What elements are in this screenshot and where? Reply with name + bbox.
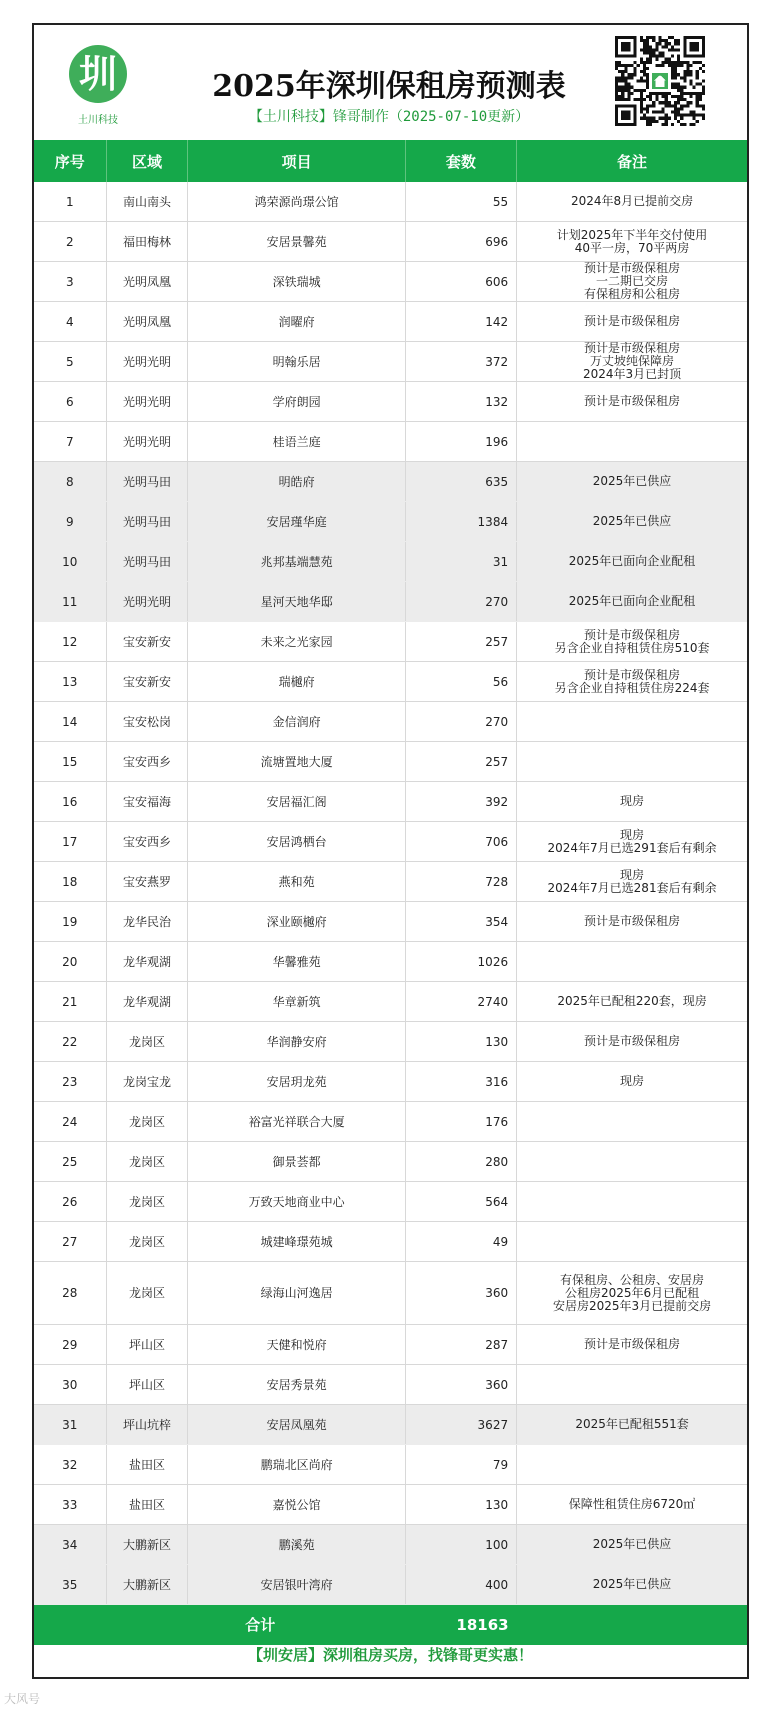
cell-area: 龙岗区	[106, 1142, 188, 1182]
cell-count: 270	[405, 582, 516, 622]
table-row	[34, 382, 747, 422]
cell-project: 安居鸿栖台	[188, 822, 405, 862]
cell-note	[517, 1445, 747, 1485]
cell-no: 33	[34, 1485, 106, 1525]
cell-area: 光明马田	[106, 502, 188, 542]
cell-no: 35	[34, 1565, 106, 1605]
cell-project: 未来之光家园	[188, 622, 405, 662]
cell-no: 32	[34, 1445, 106, 1485]
cell-count: 257	[405, 622, 516, 662]
cell-area: 龙华民治	[106, 902, 188, 942]
cell-area: 南山南头	[106, 182, 188, 222]
cell-note	[517, 1142, 747, 1182]
cell-count: 100	[405, 1525, 516, 1565]
cell-note	[517, 1182, 747, 1222]
cell-note	[517, 742, 747, 782]
cell-count: 354	[405, 902, 516, 942]
cell-no: 29	[34, 1325, 106, 1365]
cell-note: 现房 2024年7月已选291套后有剩余	[517, 822, 747, 862]
table-row	[34, 782, 747, 822]
cell-note: 预计是市级保租房	[517, 1325, 747, 1365]
cell-project: 明皓府	[188, 462, 405, 502]
cell-note: 预计是市级保租房	[517, 382, 747, 422]
cell-project: 安居秀景苑	[188, 1365, 405, 1405]
cell-area: 光明马田	[106, 542, 188, 582]
cell-area: 龙岗区	[106, 1222, 188, 1262]
qr-code-icon	[615, 36, 705, 126]
cell-no: 31	[34, 1405, 106, 1445]
cell-project: 安居福汇阁	[188, 782, 405, 822]
cell-note: 2025年已配租220套，现房	[517, 982, 747, 1022]
table-row	[34, 822, 747, 862]
cell-count: 55	[405, 182, 516, 222]
table-row	[34, 1062, 747, 1102]
cell-area: 宝安新安	[106, 622, 188, 662]
table-row	[34, 622, 747, 662]
cell-no: 6	[34, 382, 106, 422]
cell-project: 华润静安府	[188, 1022, 405, 1062]
cell-area: 龙华观湖	[106, 982, 188, 1022]
table-row	[34, 1485, 747, 1525]
cell-area: 宝安西乡	[106, 742, 188, 782]
cell-count: 728	[405, 862, 516, 902]
cell-count: 79	[405, 1445, 516, 1485]
cell-count: 606	[405, 262, 516, 302]
cell-project: 瑞樾府	[188, 662, 405, 702]
cell-area: 福田梅林	[106, 222, 188, 262]
table-row	[34, 902, 747, 942]
cell-count: 360	[405, 1262, 516, 1325]
cell-area: 宝安西乡	[106, 822, 188, 862]
cell-note: 有保租房、公租房、安居房 公租房2025年6月已配租 安居房2025年3月已提前交房	[517, 1262, 747, 1325]
table-row	[34, 1325, 747, 1365]
table-row	[34, 1222, 747, 1262]
table-row	[34, 502, 747, 542]
cell-area: 宝安松岗	[106, 702, 188, 742]
cell-area: 龙华观湖	[106, 942, 188, 982]
cell-no: 18	[34, 862, 106, 902]
cell-no: 25	[34, 1142, 106, 1182]
table-row	[34, 1022, 747, 1062]
cell-area: 光明光明	[106, 582, 188, 622]
cell-note: 保障性租赁住房6720㎡	[517, 1485, 747, 1525]
cell-area: 盐田区	[106, 1445, 188, 1485]
table-row	[34, 1405, 747, 1445]
table-row	[34, 1565, 747, 1605]
cell-no: 20	[34, 942, 106, 982]
cell-count: 56	[405, 662, 516, 702]
cell-no: 9	[34, 502, 106, 542]
cell-no: 22	[34, 1022, 106, 1062]
cell-no: 10	[34, 542, 106, 582]
cell-area: 龙岗区	[106, 1022, 188, 1062]
cell-project: 城建峰璟苑城	[188, 1222, 405, 1262]
cell-note: 2025年已供应	[517, 1525, 747, 1565]
cell-no: 2	[34, 222, 106, 262]
footer-slogan: 【圳安居】深圳租房买房，找锋哥更实惠！	[247, 1646, 533, 1664]
cell-project: 鸿荣源尚璟公馆	[188, 182, 405, 222]
cell-no: 15	[34, 742, 106, 782]
cell-project: 安居凤凰苑	[188, 1405, 405, 1445]
cell-count: 400	[405, 1565, 516, 1605]
cell-area: 坪山坑梓	[106, 1405, 188, 1445]
cell-project: 安居瑾华庭	[188, 502, 405, 542]
cell-area: 光明凤凰	[106, 262, 188, 302]
cell-count: 130	[405, 1485, 516, 1525]
cell-note	[517, 702, 747, 742]
cell-no: 1	[34, 182, 106, 222]
table-row	[34, 302, 747, 342]
table-header-row	[34, 140, 747, 182]
cell-project: 兆邦基端慧苑	[188, 542, 405, 582]
cell-note	[517, 422, 747, 462]
cell-project: 燕和苑	[188, 862, 405, 902]
cell-no: 8	[34, 462, 106, 502]
cell-project: 安居玥龙苑	[188, 1062, 405, 1102]
cell-count: 176	[405, 1102, 516, 1142]
cell-project: 深铁瑞城	[188, 262, 405, 302]
cell-project: 明翰乐居	[188, 342, 405, 382]
cell-project: 绿海山河逸居	[188, 1262, 405, 1325]
cell-count: 2740	[405, 982, 516, 1022]
logo-icon: 圳	[69, 45, 127, 103]
cell-note	[517, 942, 747, 982]
page-subtitle: 【土川科技】锋哥制作（2025-07-10更新）	[248, 109, 530, 125]
cell-area: 光明光明	[106, 422, 188, 462]
cell-note: 2024年8月已提前交房	[517, 182, 747, 222]
cell-area: 光明光明	[106, 382, 188, 422]
cell-area: 盐田区	[106, 1485, 188, 1525]
cell-count: 392	[405, 782, 516, 822]
cell-no: 7	[34, 422, 106, 462]
cell-project: 安居景馨苑	[188, 222, 405, 262]
cell-note: 计划2025年下半年交付使用 40平一房，70平两房	[517, 222, 747, 262]
cell-count: 49	[405, 1222, 516, 1262]
table-row	[34, 222, 747, 262]
cell-count: 132	[405, 382, 516, 422]
cell-no: 19	[34, 902, 106, 942]
cell-project: 流塘置地大厦	[188, 742, 405, 782]
cell-note: 2025年已面向企业配租	[517, 582, 747, 622]
cell-area: 宝安燕罗	[106, 862, 188, 902]
table-row	[34, 422, 747, 462]
cell-project: 星河天地华邸	[188, 582, 405, 622]
cell-area: 光明光明	[106, 342, 188, 382]
cell-area: 宝安新安	[106, 662, 188, 702]
cell-area: 光明凤凰	[106, 302, 188, 342]
cell-count: 696	[405, 222, 516, 262]
table-row	[34, 702, 747, 742]
brand-logo	[68, 45, 128, 129]
table-row	[34, 662, 747, 702]
cell-note: 2025年已供应	[517, 502, 747, 542]
housing-table	[34, 140, 747, 1645]
table-row	[34, 182, 747, 222]
table-row	[34, 342, 747, 382]
watermark: 大风号	[4, 1692, 41, 1706]
cell-project: 鹏瑞北区尚府	[188, 1445, 405, 1485]
cell-note: 预计是市级保租房 另含企业自持租赁住房510套	[517, 622, 747, 662]
col-header-count: 套数	[405, 140, 516, 182]
cell-no: 16	[34, 782, 106, 822]
cell-project: 学府朗园	[188, 382, 405, 422]
cell-no: 13	[34, 662, 106, 702]
cell-note: 现房 2024年7月已选281套后有剩余	[517, 862, 747, 902]
cell-area: 龙岗区	[106, 1182, 188, 1222]
table-row	[34, 582, 747, 622]
cell-project: 华馨雅苑	[188, 942, 405, 982]
cell-count: 706	[405, 822, 516, 862]
cell-note: 2025年已供应	[517, 462, 747, 502]
cell-project: 金信润府	[188, 702, 405, 742]
cell-count: 564	[405, 1182, 516, 1222]
table-row	[34, 942, 747, 982]
cell-no: 3	[34, 262, 106, 302]
cell-no: 14	[34, 702, 106, 742]
cell-no: 27	[34, 1222, 106, 1262]
cell-count: 130	[405, 1022, 516, 1062]
cell-no: 21	[34, 982, 106, 1022]
cell-project: 御景荟都	[188, 1142, 405, 1182]
page-title: 2025年深圳保租房预测表	[212, 69, 566, 104]
cell-project: 万致天地商业中心	[188, 1182, 405, 1222]
col-header-project: 项目	[188, 140, 405, 182]
cell-area: 光明马田	[106, 462, 188, 502]
header	[34, 25, 747, 140]
cell-area: 龙岗区	[106, 1262, 188, 1325]
cell-no: 34	[34, 1525, 106, 1565]
table-row	[34, 1445, 747, 1485]
cell-note: 2025年已供应	[517, 1565, 747, 1605]
table-row	[34, 1182, 747, 1222]
cell-no: 23	[34, 1062, 106, 1102]
cell-note: 2025年已面向企业配租	[517, 542, 747, 582]
cell-area: 龙岗区	[106, 1102, 188, 1142]
col-header-note: 备注	[517, 140, 747, 182]
cell-note	[517, 1365, 747, 1405]
cell-count: 1384	[405, 502, 516, 542]
cell-no: 4	[34, 302, 106, 342]
cell-count: 270	[405, 702, 516, 742]
cell-count: 142	[405, 302, 516, 342]
cell-project: 润曜府	[188, 302, 405, 342]
cell-no: 28	[34, 1262, 106, 1325]
col-header-no: 序号	[34, 140, 106, 182]
cell-no: 26	[34, 1182, 106, 1222]
table-row	[34, 1262, 747, 1325]
cell-count: 280	[405, 1142, 516, 1182]
cell-note: 预计是市级保租房 一二期已交房 有保租房和公租房	[517, 262, 747, 302]
logo-text: 土川科技	[78, 115, 118, 126]
cell-note: 预计是市级保租房	[517, 902, 747, 942]
cell-count: 257	[405, 742, 516, 782]
cell-note	[517, 1102, 747, 1142]
cell-no: 17	[34, 822, 106, 862]
cell-note: 2025年已配租551套	[517, 1405, 747, 1445]
cell-project: 华章新筑	[188, 982, 405, 1022]
cell-count: 196	[405, 422, 516, 462]
document-frame	[32, 23, 749, 1679]
cell-project: 裕富光祥联合大厦	[188, 1102, 405, 1142]
cell-count: 316	[405, 1062, 516, 1102]
table-row	[34, 1142, 747, 1182]
cell-project: 深业颐樾府	[188, 902, 405, 942]
cell-project: 桂语兰庭	[188, 422, 405, 462]
table-row	[34, 742, 747, 782]
cell-no: 24	[34, 1102, 106, 1142]
cell-count: 1026	[405, 942, 516, 982]
cell-note: 预计是市级保租房	[517, 302, 747, 342]
cell-note	[517, 1222, 747, 1262]
cell-note: 预计是市级保租房 另含企业自持租赁住房224套	[517, 662, 747, 702]
cell-area: 坪山区	[106, 1325, 188, 1365]
cell-count: 31	[405, 542, 516, 582]
total-label: 合计	[34, 1605, 405, 1646]
cell-project: 嘉悦公馆	[188, 1485, 405, 1525]
cell-no: 5	[34, 342, 106, 382]
table-row	[34, 1525, 747, 1565]
col-header-area: 区域	[106, 140, 188, 182]
cell-count: 287	[405, 1325, 516, 1365]
table-row	[34, 862, 747, 902]
table-row	[34, 542, 747, 582]
total-value: 18163	[405, 1605, 516, 1646]
cell-area: 大鹏新区	[106, 1565, 188, 1605]
cell-count: 3627	[405, 1405, 516, 1445]
cell-area: 坪山区	[106, 1365, 188, 1405]
cell-no: 12	[34, 622, 106, 662]
table-row	[34, 262, 747, 302]
cell-note: 预计是市级保租房 万丈坡纯保障房 2024年3月已封顶	[517, 342, 747, 382]
cell-count: 360	[405, 1365, 516, 1405]
cell-area: 大鹏新区	[106, 1525, 188, 1565]
table-row	[34, 1102, 747, 1142]
cell-count: 372	[405, 342, 516, 382]
cell-project: 安居银叶湾府	[188, 1565, 405, 1605]
cell-count: 635	[405, 462, 516, 502]
cell-no: 30	[34, 1365, 106, 1405]
cell-note: 现房	[517, 1062, 747, 1102]
cell-area: 龙岗宝龙	[106, 1062, 188, 1102]
cell-area: 宝安福海	[106, 782, 188, 822]
table-row	[34, 462, 747, 502]
table-row	[34, 982, 747, 1022]
cell-project: 天健和悦府	[188, 1325, 405, 1365]
table-row	[34, 1365, 747, 1405]
cell-project: 鹏溪苑	[188, 1525, 405, 1565]
cell-no: 11	[34, 582, 106, 622]
cell-note: 预计是市级保租房	[517, 1022, 747, 1062]
cell-note: 现房	[517, 782, 747, 822]
